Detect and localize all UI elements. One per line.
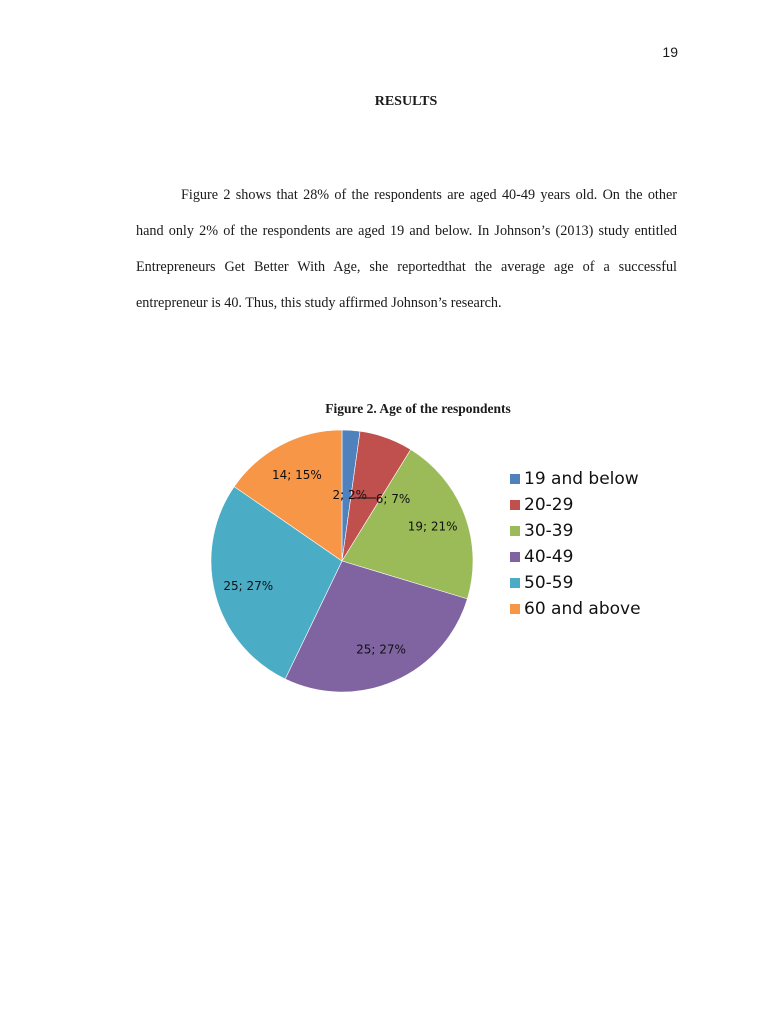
legend-item bbox=[510, 466, 641, 492]
slice-label: 25; 27% bbox=[223, 578, 274, 593]
slice-label: 19; 21% bbox=[407, 519, 458, 534]
results-paragraph: Figure 2 shows that 28% of the respondents are aged 40-49 years old. On the other hand only 2% of the respondents are aged 19 and below. In Johnson’s (2013) study entitled Entrepreneurs Get Better With Age, she reportedthat the average age of a successful entrepreneur is 40. Thus, this study affirmed Johnson’s research. bbox=[136, 187, 677, 311]
legend-swatch bbox=[510, 500, 520, 510]
legend-label: 30-39 bbox=[524, 521, 574, 541]
legend-item bbox=[510, 544, 641, 570]
legend-label: 19 and below bbox=[524, 469, 639, 489]
legend-label: 20-29 bbox=[524, 495, 574, 515]
legend-label: 40-49 bbox=[524, 547, 574, 567]
slice-label: 6; 7% bbox=[375, 492, 411, 506]
legend-label: 50-59 bbox=[524, 573, 574, 593]
chart-legend bbox=[510, 466, 641, 622]
legend-swatch bbox=[510, 552, 520, 562]
section-heading: RESULTS bbox=[374, 94, 438, 109]
page-number: 19 bbox=[662, 44, 678, 60]
legend-swatch bbox=[510, 578, 520, 588]
legend-item bbox=[510, 570, 641, 596]
legend-swatch bbox=[510, 526, 520, 536]
legend-item bbox=[510, 492, 641, 518]
legend-label: 60 and above bbox=[524, 599, 641, 619]
slice-label: 2; 2% bbox=[332, 488, 367, 502]
legend-swatch bbox=[510, 604, 520, 614]
legend-item bbox=[510, 518, 641, 544]
legend-swatch bbox=[510, 474, 520, 484]
figure-title: Figure 2. Age of the respondents bbox=[325, 401, 511, 416]
legend-item bbox=[510, 596, 641, 622]
slice-label: 14; 15% bbox=[271, 468, 322, 483]
slice-label: 25; 27% bbox=[356, 642, 406, 657]
